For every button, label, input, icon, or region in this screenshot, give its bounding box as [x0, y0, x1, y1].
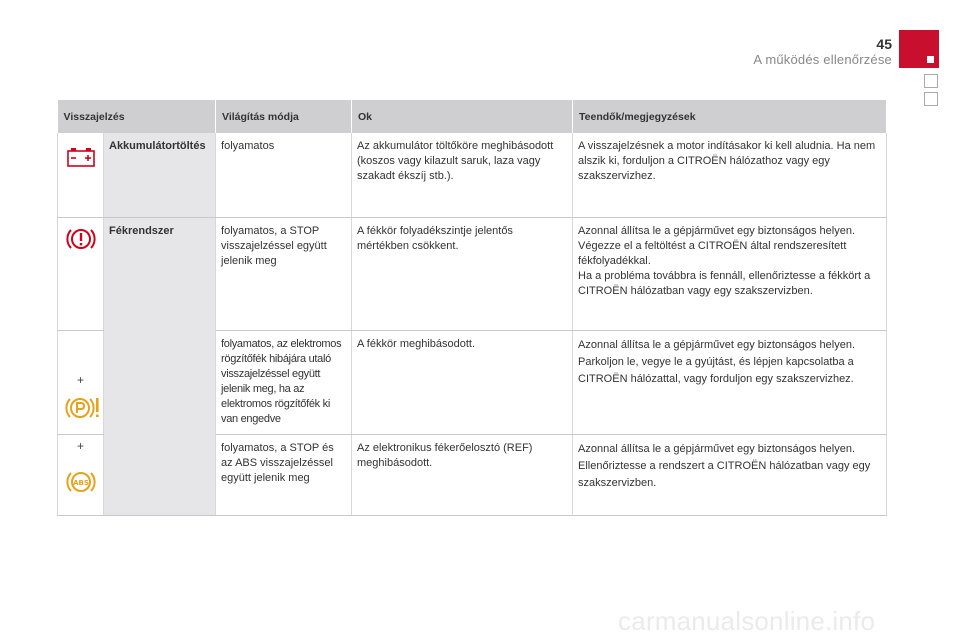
combined-plus: + [76, 438, 84, 453]
cause-text: Az elektronikus fékerőelosztó (REF) meghibásodott. [352, 434, 573, 515]
chapter-tab-active[interactable] [899, 30, 939, 68]
chapter-tab[interactable] [924, 74, 938, 88]
action-line: Azonnal állítsa le a gépjárművet egy biztonságos helyen. [578, 338, 856, 351]
action-text [573, 330, 887, 434]
cause-text: A fékkör meghibásodott. [352, 330, 573, 434]
icon-cell [58, 330, 104, 434]
watermark: carmanualsonline.info [618, 606, 876, 636]
action-line: Azonnal állítsa le a gépjárművet egy biztonságos helyen. [578, 224, 856, 237]
column-header-cause: Ok [352, 100, 573, 133]
chapter-tab[interactable] [924, 92, 938, 106]
action-line: Végezze el a feltöltést a CITROËN által rendszeresített fékfolyadékkal. [578, 239, 847, 267]
table-row [58, 217, 887, 330]
action-text: A visszajelzésnek a motor indításakor ki kell aludnia. Ha nem alszik ki, forduljon a CITROËN hálózathoz vagy egy szakszervizhez. [573, 133, 887, 217]
lighting-mode: folyamatos, a STOP visszajelzéssel együtt jelenik meg [216, 217, 352, 330]
table-header-row [58, 100, 887, 133]
action-text [573, 434, 887, 515]
action-line: Parkoljon le, vegye le a gyújtást, és lépjen kapcsolatba a CITROËN hálózattal, vagy forduljon egy szakszervizhez. [578, 355, 854, 385]
signal-name: Akkumulátortöltés [104, 133, 216, 217]
lighting-mode: folyamatos [216, 133, 352, 217]
action-text [573, 217, 887, 330]
action-line: Ellenőriztesse a rendszert a CITROËN hálózatban vagy egy szakszervizben. [578, 459, 871, 489]
icon-cell [58, 217, 104, 330]
column-header-mode: Világítás módja [216, 100, 352, 133]
lighting-mode: folyamatos, az elektromos rögzítőfék hibájára utaló visszajelzéssel együtt jelenik meg, ha az elektromos rögzítőfék ki van engedve [216, 330, 352, 434]
icon-cell [58, 434, 104, 515]
lighting-mode: folyamatos, a STOP és az ABS visszajelzéssel együtt jelenik meg [216, 434, 352, 515]
chapter-tab-marker [927, 56, 934, 63]
brake-warning-icon [66, 224, 96, 254]
table-row [58, 133, 887, 217]
cause-text: Az akkumulátor töltőköre meghibásodott (koszos vagy kilazult saruk, laza vagy szakadt ékszíj stb.). [352, 133, 573, 217]
action-line: Ha a probléma továbbra is fennáll, ellenőriztesse a fékkört a CITROËN hálózatban vagy egy szakszervizben. [578, 269, 871, 297]
signal-name: Fékrendszer [104, 217, 216, 515]
section-title: A működés ellenőrzése [753, 52, 892, 67]
warning-lights-table [57, 100, 887, 516]
page-number: 45 [876, 36, 892, 52]
abs-icon [66, 467, 96, 497]
cause-text: A fékkör folyadékszintje jelentős mértékben csökkent. [352, 217, 573, 330]
svg-text:ABS: ABS [72, 478, 89, 487]
column-header-signal: Visszajelzés [58, 100, 216, 133]
parking-brake-fault-icon [63, 393, 103, 423]
battery-icon [67, 147, 95, 167]
combined-plus: + [76, 372, 84, 387]
action-line: Azonnal állítsa le a gépjárművet egy biztonságos helyen. [578, 442, 856, 455]
column-header-action: Teendők/megjegyzések [573, 100, 887, 133]
icon-cell [58, 133, 104, 217]
